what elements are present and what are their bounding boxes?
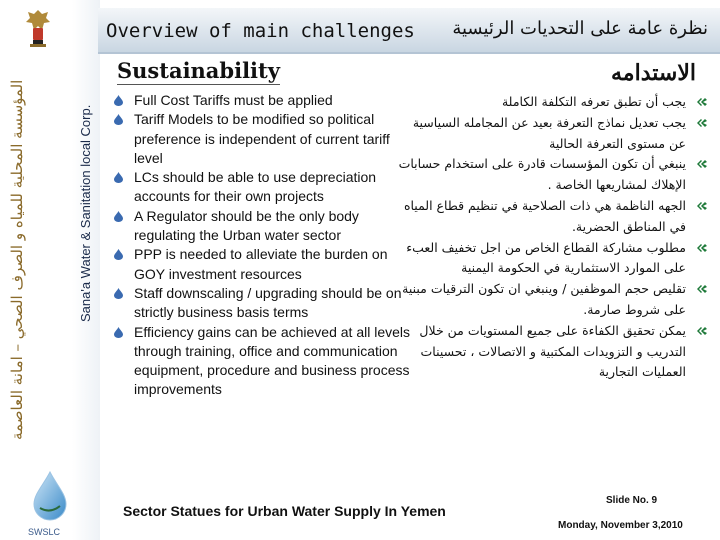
- header-title-arabic: نظرة عامة على التحديات الرئيسية: [452, 18, 708, 39]
- bullet-text: مطلوب مشاركة القطاع الخاص من اجل تخفيف العبء على الموارد الاستثمارية في الحكومة اليمنية: [406, 239, 686, 276]
- bullet-item-arabic: [398, 279, 710, 321]
- drop-bullet-icon: [114, 327, 123, 338]
- bullet-text: الجهه الناظمة هي ذات الصلاحية في تنظيم قطاع المياه في المناطق الحضرية.: [403, 197, 686, 234]
- bullet-item-arabic: [398, 238, 710, 280]
- bullet-item-english: [112, 91, 412, 110]
- bullet-item-english: [112, 168, 412, 207]
- diamond-check-bullet-icon: [696, 283, 708, 295]
- drop-bullet-icon: [114, 95, 123, 106]
- bullet-item-english: [112, 284, 412, 323]
- diamond-check-bullet-icon: [696, 242, 708, 254]
- eagle-emblem-icon: [24, 8, 52, 48]
- drop-bullet-icon: [114, 172, 123, 183]
- bullet-text: ينبغي أن تكون المؤسسات قادرة على استخدام حسابات الإهلاك لمشاريعها الخاصة .: [398, 156, 686, 193]
- bullet-item-english: [112, 323, 412, 400]
- bullet-text: A Regulator should be the only body regulating the Urban water sector: [134, 207, 359, 244]
- bullet-text: Tariff Models to be modified so political preference is independent of current tariff level: [134, 111, 390, 166]
- bullet-item-arabic: [398, 113, 710, 155]
- drop-bullet-icon: [114, 288, 123, 299]
- sidebar: [0, 0, 100, 540]
- bullet-item-arabic: [398, 321, 710, 383]
- header-bar: [98, 8, 720, 54]
- diamond-check-bullet-icon: [696, 117, 708, 129]
- footer-title: Sector Statues for Urban Water Supply In Yemen: [123, 503, 446, 519]
- bullet-text: Staff downscaling / upgrading should be on strictly business basis terms: [134, 284, 402, 321]
- org-name-arabic: المؤسسة المحلية للمياه و الصرف الصحي – امانة العاصمة: [8, 79, 26, 441]
- bullet-item-english: [112, 245, 412, 284]
- bullet-list-english: [112, 91, 412, 400]
- slide-number: Slide No. 9: [606, 495, 658, 506]
- bullet-item-arabic: [398, 196, 710, 238]
- bullet-item-english: [112, 110, 412, 168]
- logo-caption: SWSLC: [28, 527, 61, 537]
- diamond-check-bullet-icon: [696, 325, 708, 337]
- footer-date: Monday, November 3,2010: [558, 520, 683, 531]
- bullet-text: Full Cost Tariffs must be applied: [134, 92, 333, 108]
- bullet-list-arabic: [398, 92, 710, 383]
- drop-bullet-icon: [114, 211, 123, 222]
- bullet-text: تقليص حجم الموظفين / وينبغي ان تكون الترقيات مبنية على شروط صارمة.: [402, 281, 686, 317]
- water-drop-logo-icon: [30, 470, 70, 522]
- bullet-text: يمكن تحقيق الكفاءة على جميع المستويات من خلال التدريب و التزويدات المكتبية و الاتصالات ، تحسينات العمليات التجارية: [419, 322, 686, 380]
- bullet-text: يجب تعديل نماذج التعرفة بعيد عن المجامله السياسية عن مستوى التعرفة الحالية: [412, 114, 686, 151]
- bullet-text: Efficiency gains can be achieved at all levels through training, office and communication equipment, procedure and business process improvements: [134, 323, 411, 398]
- header-title-english: Overview of main challenges: [106, 20, 415, 42]
- section-title-english: Sustainability: [117, 58, 280, 83]
- diamond-check-bullet-icon: [696, 96, 708, 108]
- drop-bullet-icon: [114, 249, 123, 260]
- bullet-text: PPP is needed to alleviate the burden on GOY investment resources: [134, 246, 388, 282]
- org-name-english: Sana'a Water & Sanitation local Corp.: [78, 104, 93, 322]
- diamond-check-bullet-icon: [696, 200, 708, 212]
- bullet-item-arabic: [398, 154, 710, 196]
- drop-bullet-icon: [114, 114, 123, 125]
- bullet-text: LCs should be able to use depreciation accounts for their own projects: [134, 169, 377, 205]
- bullet-item-english: [112, 207, 412, 246]
- diamond-check-bullet-icon: [696, 158, 708, 170]
- bullet-text: يجب أن تطبق تعرفه التكلفة الكاملة: [501, 94, 686, 109]
- section-title-arabic: الاستدامه: [611, 60, 696, 86]
- bullet-item-arabic: [398, 92, 710, 113]
